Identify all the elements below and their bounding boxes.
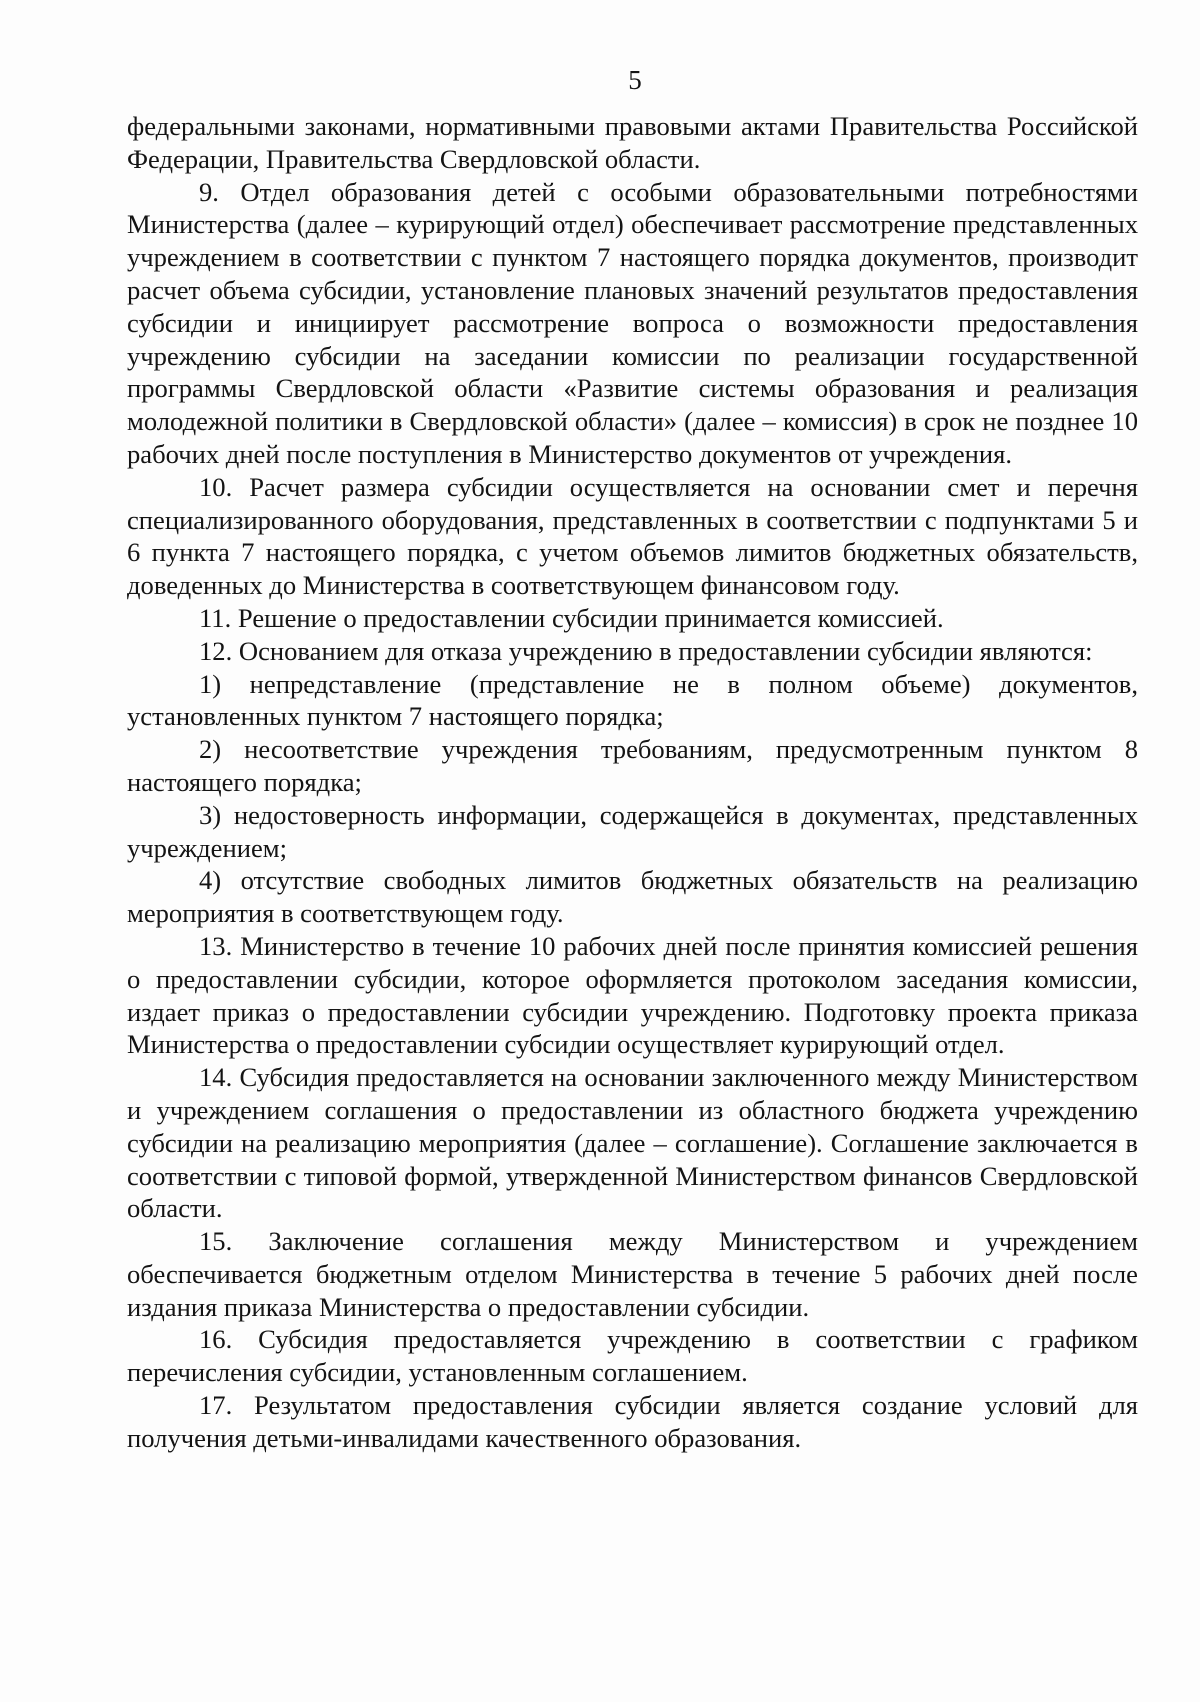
paragraph-16: 16. Субсидия предоставляется учреждению в соответствии с графиком перечисления субсидии, установленным соглашением. [127, 1324, 1138, 1388]
paragraph-10: 10. Расчет размера субсидии осуществляется на основании смет и перечня специализированного оборудования, представленных в соответствии с подпунктами 5 и 6 пункта 7 настоящего порядка, с учетом объемов лимитов бюджетных обязательств, доведенных до Министерства в соответствующем финансовом году. [127, 471, 1138, 601]
paragraph-13: 13. Министерство в течение 10 рабочих дней после принятия комиссией решения о предоставлении субсидии, которое оформляется протоколом заседания комиссии, издает приказ о предоставлении субсидии учреждению. Подготовку проекта приказа Министерства о предоставлении субсидии осуществляет курирующий отдел. [127, 930, 1138, 1060]
paragraph-12-item-1: 1) непредставление (представление не в полном объеме) документов, установленных пунктом 7 настоящего порядка; [127, 668, 1138, 732]
paragraph-continuation: федеральными законами, нормативными правовыми актами Правительства Российской Федерации, Правительства Свердловской области. [127, 111, 1138, 174]
paragraph-12-item-2: 2) несоответствие учреждения требованиям, предусмотренным пунктом 8 настоящего порядка; [127, 734, 1138, 797]
paragraph-15: 15. Заключение соглашения между Министерством и учреждением обеспечивается бюджетным отделом Министерства в течение 5 рабочих дней после издания приказа Министерства о предоставлении субсидии. [127, 1226, 1138, 1322]
paragraph-12-item-3: 3) недостоверность информации, содержащейся в документах, представленных учреждением; [127, 799, 1138, 863]
paragraph-9: 9. Отдел образования детей с особыми образовательными потребностями Министерства (далее – курирующий отдел) обеспечивает рассмотрение представленных учреждением в соответствии с пунктом 7 настоящего порядка документов, производит расчет объема субсидии, установление плановых значений результатов предоставления субсидии и инициирует рассмотрение вопроса о возможности предоставления учреждению субсидии на заседании комиссии по реализации государственной программы Свердловской области «Развитие системы образования и реализация молодежной политики в Свердловской области» (далее – комиссия) в срок не позднее 10 рабочих дней после поступления в Министерство документов от учреждения. [127, 176, 1138, 469]
paragraph-17: 17. Результатом предоставления субсидии является создание условий для получения детьми-инвалидами качественного образования. [127, 1390, 1138, 1453]
page-number: 5 [628, 65, 642, 95]
paragraph-14: 14. Субсидия предоставляется на основании заключенного между Министерством и учреждением соглашения о предоставлении из областного бюджета учреждению субсидии на реализацию мероприятия (далее – соглашение). Соглашение заключается в соответствии с типовой формой, утвержденной Министерством финансов Свердловской области. [127, 1062, 1138, 1224]
paragraph-12-item-4: 4) отсутствие свободных лимитов бюджетных обязательств на реализацию мероприятия в соответствующем году. [127, 865, 1138, 929]
paragraph-12: 12. Основанием для отказа учреждению в предоставлении субсидии являются: [199, 635, 1093, 666]
document-body [127, 110, 1138, 1455]
paragraph-11: 11. Решение о предоставлении субсидии принимается комиссией. [199, 602, 944, 633]
